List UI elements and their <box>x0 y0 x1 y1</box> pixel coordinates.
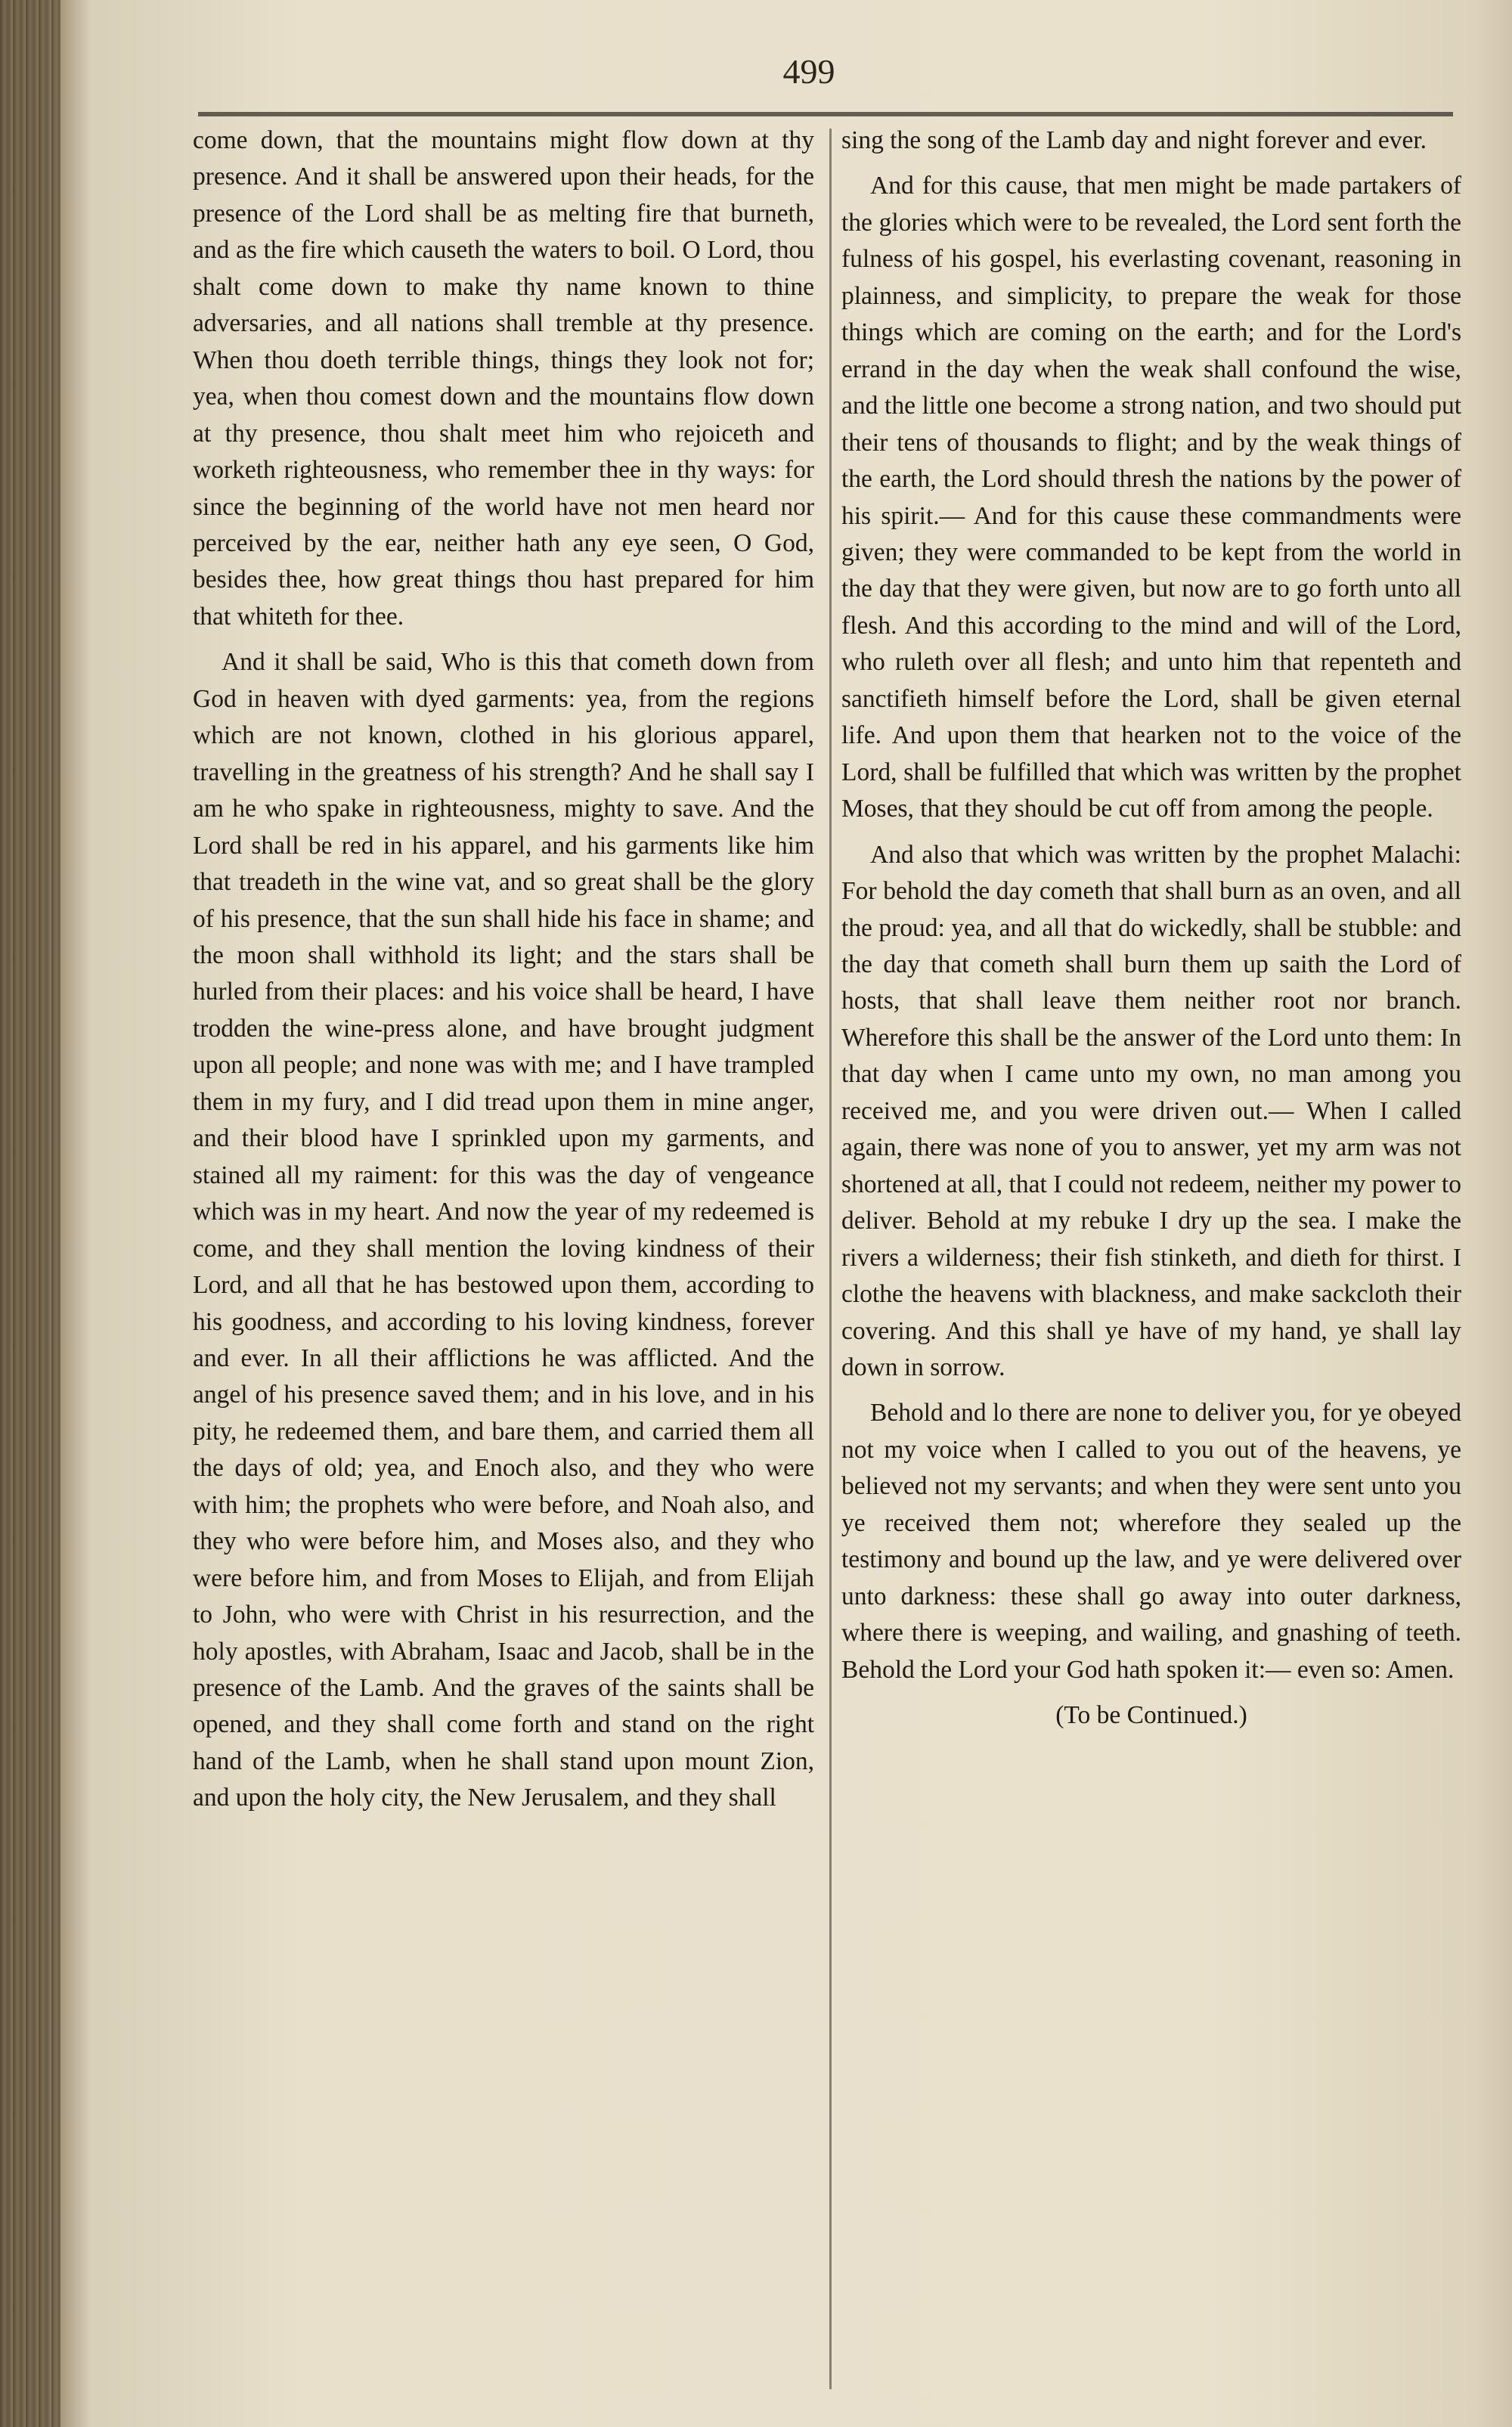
to-be-continued-note: (To be Continued.) <box>1055 1701 1247 1730</box>
right-paragraph-4: Behold and lo there are none to deliver you, for ye obeyed not my voice when I called to you out of the heavens, ye believed not my servants; and when they were sent unto you ye received them not; wherefore they sealed up the testimony and bound up the law, and ye were delivered over unto darkness: these shall go away into outer darkness, where there is weeping, and wailing, and gnashing of teeth. Behold the Lord your God hath spoken it:— even so: Amen. <box>841 1399 1461 1684</box>
left-paragraph-1: come down, that the mountains might flow down at thy presence. And it shall be answered upon their heads, for the presence of the Lord shall be as melting fire that burneth, and as the fire which causeth the waters to boil. O Lord, thou shalt come down to make thy name known to thine adversaries, and all nations shall tremble at thy presence. When thou doeth terrible things, things they look not for; yea, when thou comest down and the mountains flow down at thy presence, thou shalt meet him who rejoiceth and worketh righteousness, who remember thee in thy ways: for since the beginning of the world have not men heard nor perceived by the ear, neither hath any eye seen, O God, besides thee, how great things thou hast prepared for him that whiteth for thee. <box>193 126 814 631</box>
header-rule <box>198 112 1453 116</box>
page-number: 499 <box>782 52 835 91</box>
left-paragraph-2: And it shall be said, Who is this that cometh down from God in heaven with dyed garments: yea, from the regions which are not known, clothed in his glorious apparel, travelling in the greatness of his strength? And he shall say I am he who spake in righteousness, mighty to save. And the Lord shall be red in his apparel, and his garments like him that treadeth in the wine vat, and so great shall be the glory of his presence, that the sun shall hide his face in shame; and the moon shall withhold its light; and the stars shall be hurled from their places: and his voice shall be heard, I have trodden the wine-press alone, and have brought judgment upon all people; and none was with me; and I have trampled them in my fury, and I did tread upon them in mine anger, and their blood have I sprinkled upon my garments, and stained all my raiment: for this was the day of vengeance which was in my heart. And now the year of my redeemed is come, and they shall mention the loving kindness of their Lord, and all that he has bestowed upon them, according to his goodness, and according to his loving kindness, forever and ever. In all their afflictions he was afflicted. And the angel of his presence saved them; and in his love, and in his pity, he redeemed them, and bare them, and carried them all the days of old; yea, and Enoch also, and they who were with him; the prophets who were before, and Noah also, and they who were before him, and Moses also, and they who were before him, and from Moses to Elijah, and from Elijah to John, who were with Christ in his resurrection, and the holy apostles, with Abraham, Isaac and Jacob, shall be in the presence of the Lamb. And the graves of the saints shall be opened, and they shall come forth and stand on the right hand of the Lamb, when he shall stand upon mount Zion, and upon the holy city, the New Jerusalem, and they shall <box>193 648 814 1812</box>
right-paragraph-2: And for this cause, that men might be made partakers of the glories which were to be revealed, the Lord sent forth the fulness of his gospel, his everlasting covenant, reasoning in plainness, and simplicity, to prepare the weak for those things which are coming on the earth; and for the Lord's errand in the day when the weak shall confound the wise, and the little one become a strong nation, and two should put their tens of thousands to flight; and by the weak things of the earth, the Lord should thresh the nations by the power of his spirit.— And for this cause these commandments were given; they were commanded to be kept from the world in the day that they were given, but now are to go forth unto all flesh. And this according to the mind and will of the Lord, who ruleth over all flesh; and unto him that repenteth and sanctifieth himself before the Lord, shall be given eternal life. And upon them that hearken not to the voice of the Lord, shall be fulfilled that which was written by the prophet Moses, that they should be cut off from among the people. <box>841 172 1461 823</box>
right-paragraph-3: And also that which was written by the prophet Malachi: For behold the day cometh that shall burn as an oven, and all the proud: yea, and all that do wickedly, shall be stubble: and the day that cometh shall burn them up saith the Lord of hosts, that shall leave them neither root nor branch. Wherefore this shall be the answer of the Lord unto them: In that day when I came unto my own, no man among you received me, and you were driven out.— When I called again, there was none of you to answer, yet my arm was not shortened at all, that I could not redeem, neither my power to deliver. Behold at my rebuke I dry up the sea. I make the rivers a wilderness; their fish stinketh, and dieth for thirst. I clothe the heavens with blackness, and make sackcloth their covering. And this shall ye have of my hand, ye shall lay down in sorrow. <box>841 840 1461 1381</box>
right-paragraph-1: sing the song of the Lamb day and night forever and ever. <box>841 126 1427 154</box>
column-divider <box>829 129 832 2389</box>
left-column <box>193 122 814 1817</box>
right-column <box>841 122 1461 1734</box>
page-binding-edge <box>0 0 60 2427</box>
